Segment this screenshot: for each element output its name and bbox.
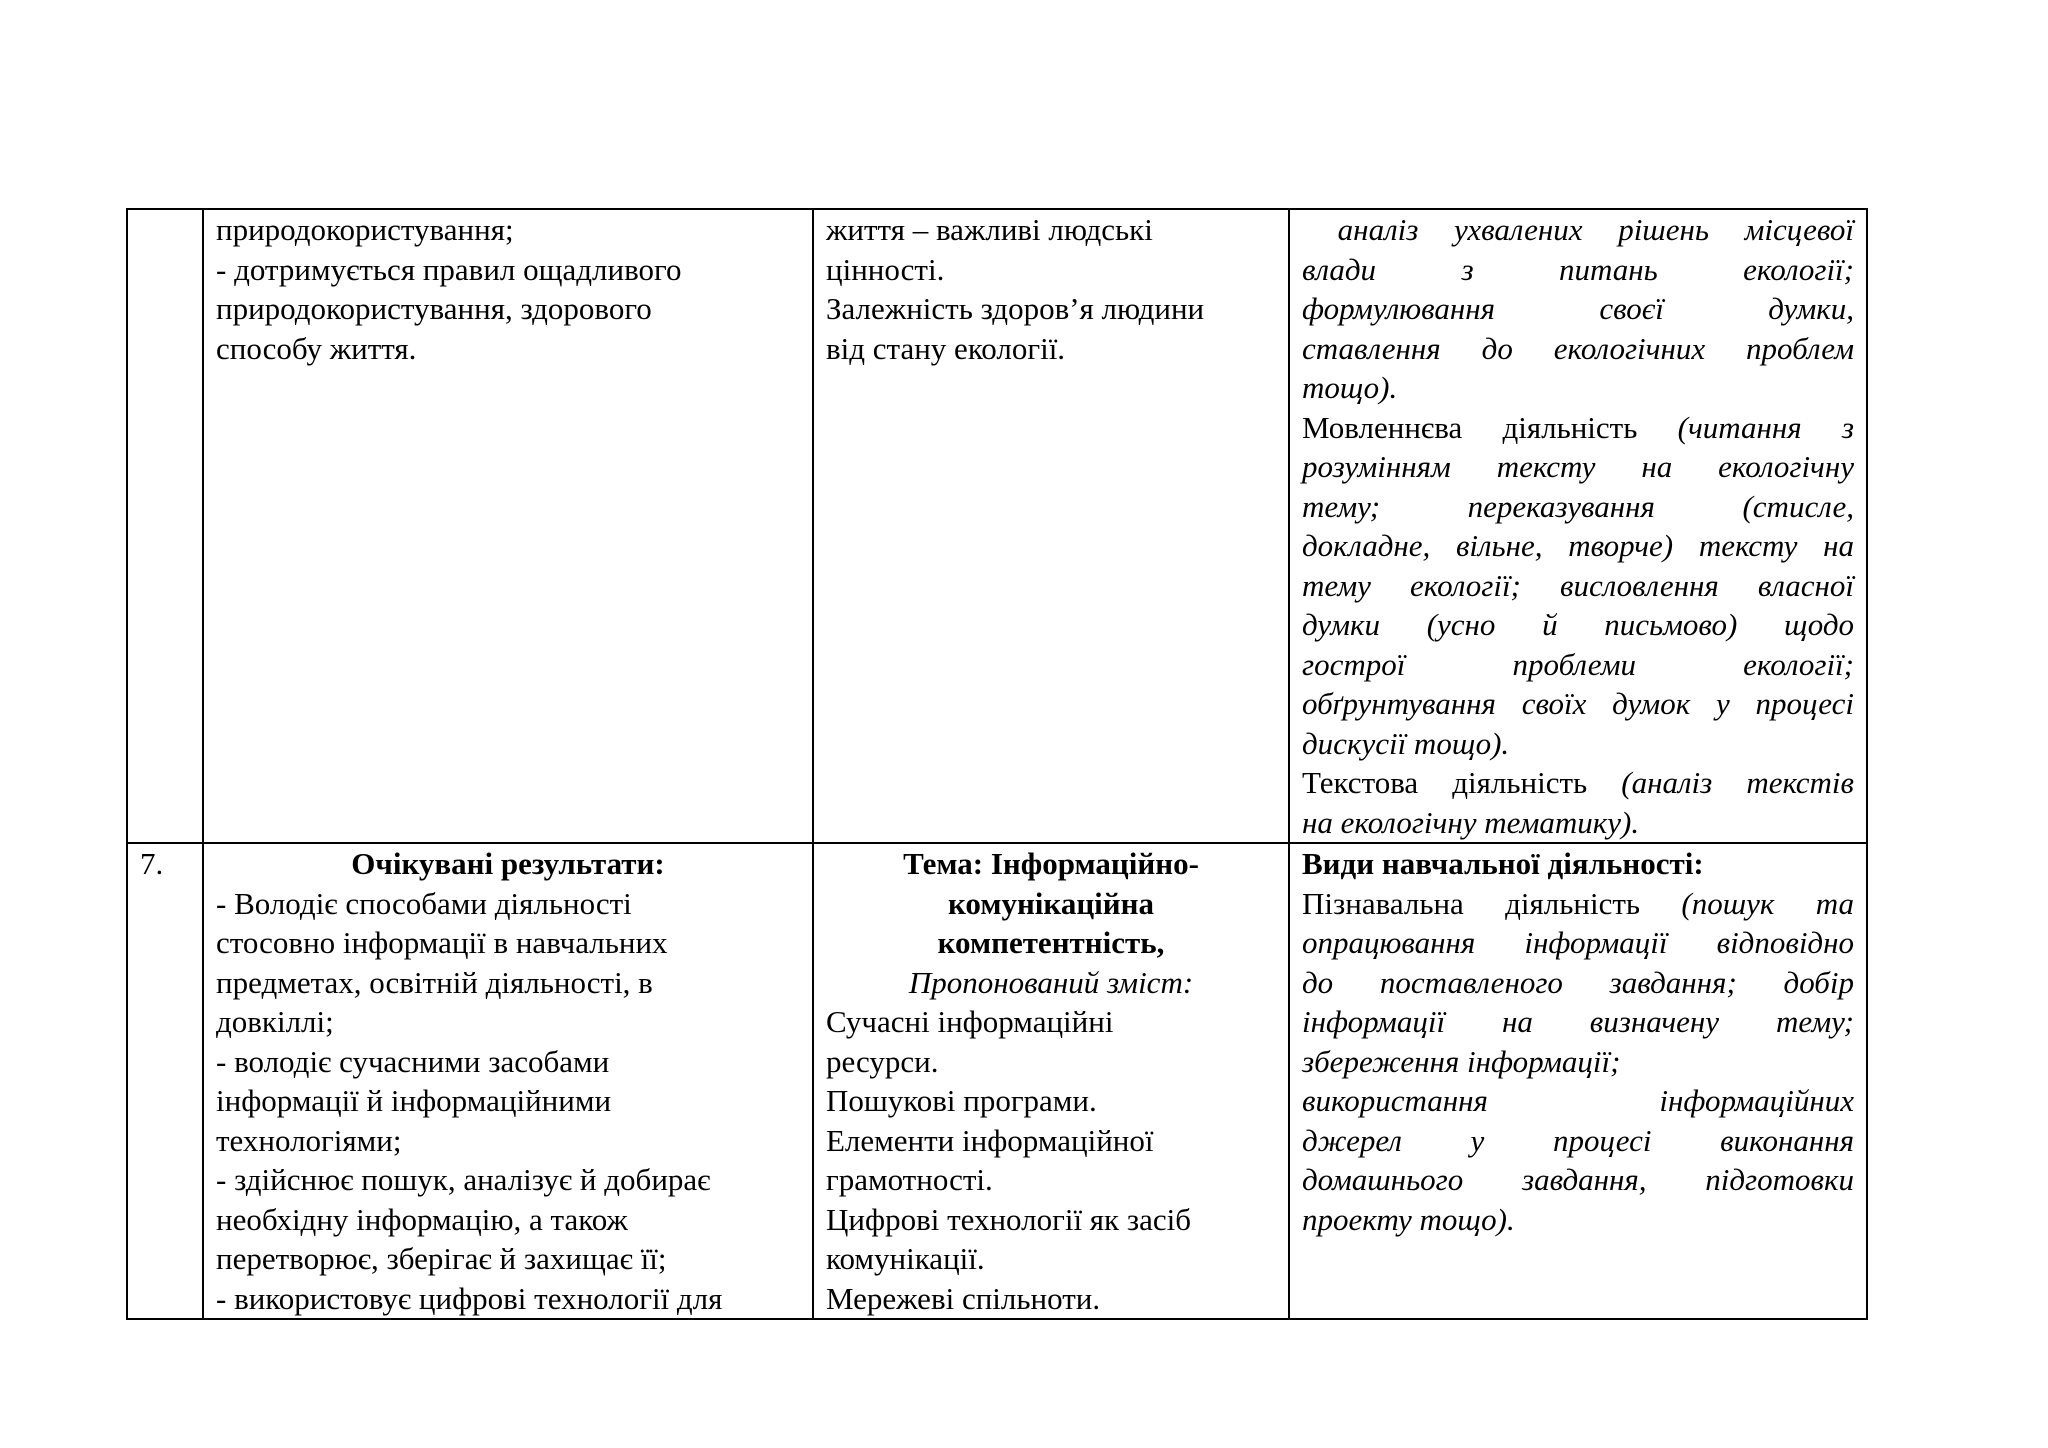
activity-label: Мовленнєва діяльність bbox=[1302, 409, 1678, 445]
text-line: - володіє сучасними засобами bbox=[216, 1043, 610, 1079]
text-line: тощо). bbox=[1302, 370, 1398, 405]
text-line: влади з питань екології; bbox=[1302, 251, 1854, 287]
activity-label: Пізнавальна діяльність bbox=[1302, 885, 1682, 921]
text-line: Мережеві спільноти. bbox=[826, 1280, 1101, 1316]
text-line: цінності. bbox=[826, 251, 945, 287]
row-number-cell bbox=[127, 843, 203, 1319]
topic-heading: Тема: Інформаційно- bbox=[903, 846, 1199, 881]
text-line: Пошукові програми. bbox=[826, 1083, 1097, 1118]
expected-results-cell bbox=[203, 209, 813, 843]
text-line: Залежність здоров’я людини bbox=[826, 291, 1205, 326]
text-line: комунікації. bbox=[826, 1241, 985, 1276]
text-line: проекту тощо). bbox=[1302, 1201, 1515, 1237]
section-heading: Очікувані результати: bbox=[351, 846, 665, 881]
text-line: тему; переказування (стисле, bbox=[1302, 488, 1854, 524]
content-cell bbox=[813, 209, 1289, 843]
text-line bbox=[1302, 408, 1854, 448]
topic-heading: комунікаційна bbox=[947, 885, 1155, 921]
text-line: необхідну інформацію, а також bbox=[216, 1201, 628, 1237]
text-line: грамотності. bbox=[826, 1162, 993, 1197]
text-line: природокористування, здорового bbox=[216, 291, 652, 326]
activity-detail: (пошук та bbox=[1681, 885, 1854, 921]
curriculum-table bbox=[126, 208, 1868, 1320]
text-line: джерел у процесі виконання bbox=[1302, 1122, 1854, 1158]
text-line: інформації на визначену тему; bbox=[1302, 1004, 1854, 1039]
text-line: Елементи інформаційної bbox=[826, 1122, 1154, 1158]
text-line: на екологічну тематику). bbox=[1302, 804, 1640, 840]
content-cell bbox=[813, 843, 1289, 1319]
text-line: обґрунтування своїх думок у процесі bbox=[1302, 686, 1854, 721]
text-line: - Володіє способами діяльності bbox=[216, 885, 632, 921]
text-line: природокористування; bbox=[216, 212, 514, 247]
text-line: технологіями; bbox=[216, 1122, 402, 1158]
text-line: Цифрові технології як засіб bbox=[826, 1201, 1192, 1237]
expected-results-cell bbox=[203, 843, 813, 1319]
text-line: від стану екології. bbox=[826, 330, 1066, 366]
table-row bbox=[127, 209, 1867, 843]
activities-cell bbox=[1289, 209, 1867, 843]
text-line: до поставленого завдання; добір bbox=[1302, 964, 1854, 1000]
row-number-cell bbox=[127, 209, 203, 843]
text-line: способу життя. bbox=[216, 330, 417, 366]
text-line: дискусії тощо). bbox=[1302, 725, 1510, 761]
text-line: розумінням тексту на екологічну bbox=[1302, 449, 1854, 484]
text-line: гострої проблеми екології; bbox=[1302, 646, 1854, 682]
activity-detail: (аналіз текстів bbox=[1621, 765, 1855, 800]
section-heading: Види навчальної діяльності: bbox=[1302, 846, 1704, 881]
topic-heading: компетентність, bbox=[937, 925, 1165, 960]
text-line: - дотримується правил ощадливого bbox=[216, 251, 682, 287]
text-line bbox=[1302, 884, 1854, 924]
activity-label: Текстова діяльність bbox=[1302, 765, 1622, 800]
text-line: думки (усно й письмово) щодо bbox=[1302, 607, 1854, 642]
text-line: життя – важливі людські bbox=[826, 212, 1153, 247]
row-number: 7. bbox=[140, 846, 164, 881]
text-line: формулювання своєї думки, bbox=[1302, 291, 1854, 326]
text-line: докладне, вільне, творче) тексту на bbox=[1302, 528, 1854, 563]
text-line: Сучасні інформаційні bbox=[826, 1004, 1114, 1039]
text-line: домашнього завдання, підготовки bbox=[1302, 1162, 1854, 1197]
activity-detail: (читання з bbox=[1677, 409, 1855, 445]
table-row bbox=[127, 843, 1867, 1319]
text-line: ставлення до екологічних проблем bbox=[1302, 330, 1854, 366]
text-line: предметах, освітній діяльності, в bbox=[216, 964, 653, 1000]
text-line: довкіллі; bbox=[216, 1004, 334, 1039]
text-line: використання інформаційних bbox=[1302, 1083, 1854, 1118]
content-subheading: Пропонований зміст: bbox=[908, 964, 1194, 1000]
text-line bbox=[1302, 763, 1854, 803]
text-line: - здійснює пошук, аналізує й добирає bbox=[216, 1162, 711, 1197]
text-line: тему екології; висловлення власної bbox=[1302, 567, 1854, 603]
text-line: стосовно інформації в навчальних bbox=[216, 925, 668, 960]
text-line: інформації й інформаційними bbox=[216, 1083, 612, 1118]
text-line: - використовує цифрові технології для bbox=[216, 1280, 723, 1316]
text-line: аналіз ухвалених рішень місцевої bbox=[1302, 212, 1854, 247]
text-line: опрацювання інформації відповідно bbox=[1302, 925, 1854, 960]
text-line: перетворює, зберігає й захищає її; bbox=[216, 1241, 667, 1276]
text-line: ресурси. bbox=[826, 1043, 939, 1079]
activities-cell bbox=[1289, 843, 1867, 1319]
text-line: збереження інформації; bbox=[1302, 1043, 1621, 1079]
